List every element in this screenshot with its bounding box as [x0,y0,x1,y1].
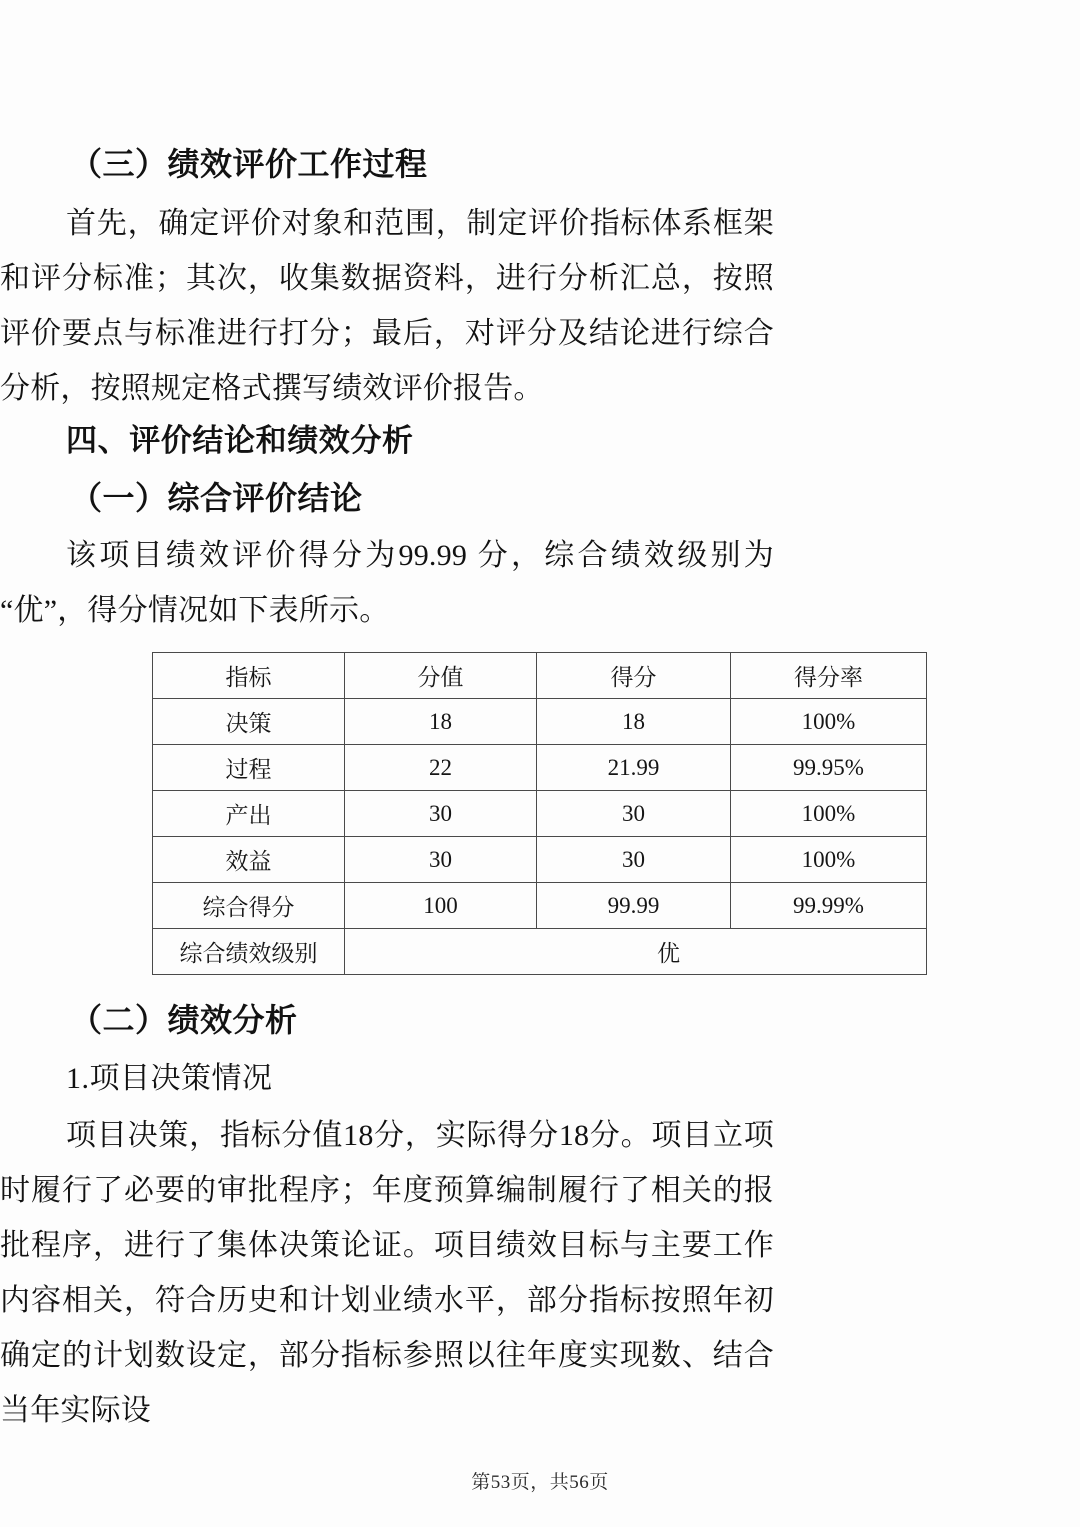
cell-rate: 99.99% [731,883,927,929]
cell-indicator: 过程 [153,745,345,791]
score-table [152,652,927,975]
cell-indicator: 决策 [153,699,345,745]
section-heading-analysis-wrapper [70,995,844,1041]
paragraph-decision-wrapper [0,1108,774,1438]
table-row [153,791,927,837]
table-row [153,745,927,791]
section-heading-conclusion-wrapper [70,473,844,519]
cell-indicator: 产出 [153,791,345,837]
cell-score: 99.99 [537,883,731,929]
cell-rate: 100% [731,699,927,745]
table-header-value: 分值 [345,653,537,699]
table-header-row [153,653,927,699]
cell-rate: 100% [731,837,927,883]
table-header-rate: 得分率 [731,653,927,699]
cell-value: 18 [345,699,537,745]
cell-rate: 100% [731,791,927,837]
cell-grade-value-container [345,929,927,975]
paragraph-conclusion: 该项目绩效评价得分为99.99 分，综合绩效级别为“优”，得分情况如下表所示。 [0,539,774,627]
table-row-total [153,883,927,929]
table-row-grade [153,929,927,975]
cell-score: 30 [537,837,731,883]
paragraph-process-wrapper [0,196,774,416]
page-footer: 第53页，共56页 [471,1472,609,1493]
subsection-heading-decision: 1.项目决策情况 [66,1062,273,1095]
cell-score: 21.99 [537,745,731,791]
cell-value: 22 [345,745,537,791]
table-row [153,699,927,745]
section-heading-process: （三）绩效评价工作过程 [70,146,428,182]
cell-score: 30 [537,791,731,837]
cell-value: 30 [345,837,537,883]
cell-grade-value: 优 [657,941,680,966]
section-heading-process-wrapper [70,139,844,185]
cell-score: 18 [537,699,731,745]
cell-rate: 99.95% [731,745,927,791]
section-heading-analysis: （二）绩效分析 [70,1002,298,1038]
chapter-heading-evaluation-conclusion: 四、评价结论和绩效分析 [66,423,414,458]
paragraph-process: 首先，确定评价对象和范围，制定评价指标体系框架和评分标准；其次，收集数据资料，进行分析汇总，按照评价要点与标准进行打分；最后，对评分及结论进行综合分析，按照规定格式撰写绩效评价报告。 [0,207,774,405]
cell-indicator: 效益 [153,837,345,883]
section-heading-conclusion: （一）综合评价结论 [70,480,363,516]
chapter-heading-wrapper [66,415,840,460]
table-row [153,837,927,883]
table-header-score: 得分 [537,653,731,699]
paragraph-decision: 项目决策，指标分值18分，实际得分18分。项目立项时履行了必要的审批程序；年度预算编制履行了相关的报批程序，进行了集体决策论证。项目绩效目标与主要工作内容相关，符合历史和计划业绩水平，部分指标按照年初确定的计划数设定，部分指标参照以往年度实现数、结合当年实际设 [0,1119,774,1427]
cell-value: 30 [345,791,537,837]
table-header-indicator: 指标 [153,653,345,699]
cell-value: 100 [345,883,537,929]
cell-indicator: 综合得分 [153,883,345,929]
cell-grade-label: 综合绩效级别 [153,929,345,975]
paragraph-conclusion-wrapper [0,528,774,638]
subsection-heading-decision-wrapper [66,1053,840,1097]
